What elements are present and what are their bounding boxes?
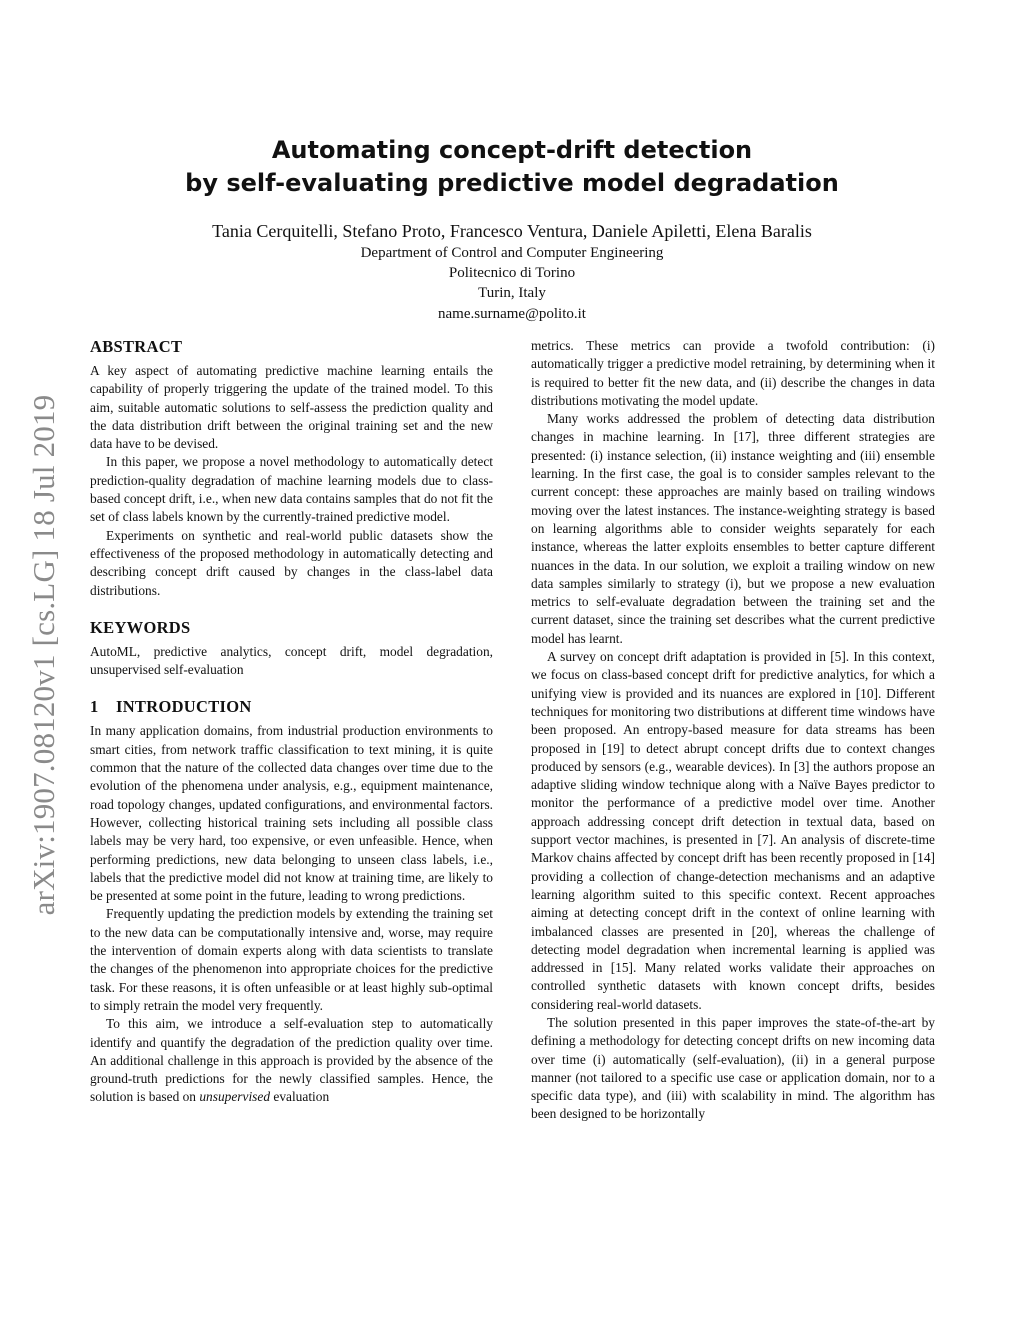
- intro-r2: Many works addressed the problem of detecting data distribution changes in machine learning. In [17], three different strategies are presented: (i) instance selection, (ii) instance weighting and (iii) ensemble learning. In the first case, the goal is to consider samples relevant to the current concept: these approaches are mainly based on trailing windows moving over the latest instances. The instance-weighting strategy is based on learning algorithms able to consider weights separately for each instance, whereas the latter exploits ensembles to better capture different nuances in the data. In our solution, we exploit a trailing window on new data samples similarly to strategy (i), but we propose a new evaluation metrics to self-evaluate degradation between the training set and the current dataset, since the training set describes what the current predictive model has learnt.: [531, 411, 935, 646]
- paper-title: [0, 134, 1024, 200]
- intro-r1: metrics. These metrics can provide a twofold contribution: (i) automatically trigger a predictive model retraining, by determining when it is required to better fit the new data, and (ii) describe the changes in data distributions motivating the model update.: [531, 338, 935, 408]
- affiliation: [0, 243, 1024, 324]
- intro-p3-start: To this aim, we introduce a self-evaluation step to automatically identify and quantify the degradation of the prediction quality over time. An additional challenge in this approach is provided by the absence of the ground-truth predictions for the newly classified samples. Hence, the solution is based on: [90, 1016, 493, 1105]
- right-column: [531, 337, 935, 1124]
- intro-number: 1: [90, 697, 99, 717]
- intro-p3-end: evaluation: [270, 1089, 330, 1105]
- abstract-heading: ABSTRACT: [90, 337, 183, 356]
- keywords-heading: KEYWORDS: [90, 617, 191, 637]
- intro-r4: The solution presented in this paper improves the state-of-the-art by defining a methodology for detecting concept drifts on new incoming data over time (i) automatically (self-evaluation), (ii) in a general purpose manner (not tailored to a specific use case or application domain, nor to a specific data type), and (iii) with scalability in mind. The algorithm has been designed to be horizontally: [531, 1014, 935, 1122]
- title-line-2: by self-evaluating predictive model degradation: [185, 169, 839, 197]
- affil-univ: Politecnico di Torino: [448, 265, 576, 282]
- intro-r3: A survey on concept drift adaptation is provided in [5]. In this context, we focus on class-based concept drift for predictive analytics, for which a unifying view is provided and its nuances are explored in [10]. Different techniques for monitoring two distributions at different time windows have been proposed. An entropy-based measure for data streams has been proposed in [19] to detect abrupt concept drifts due to context changes produced by sensors (e.g., wearable devices). In [3] the authors propose an adaptive sliding window technique along with a Naïve Bayes predictor to monitor the performance of a predictive model over time. Another approach addressing concept drift detection in textual data, based on support vector machines, is presented in [7]. An analysis of discrete-time Markov chains affected by concept drift has been recently proposed in [14] providing a collection of change-detection mechanisms and an adaptive learning algorithm suited to this specific context. Recent approaches aiming at detecting concept drift in the context of online learning with imbalanced classes are presented in [20], whereas the challenge of detecting model degradation when incremental learning is applied was addressed in [15]. Many related works validate their approaches on controlled synthetic datasets with known concept drifts, besides considering real-world datasets.: [531, 649, 935, 1012]
- affil-city: Turin, Italy: [478, 285, 546, 302]
- intro-p3-emphasis: unsupervised: [199, 1089, 271, 1105]
- intro-p1: In many application domains, from industrial production environments to smart cities, from network traffic classification to text mining, it is quite common that the nature of the collected data changes over time due to the evolution of the phenomena under analysis, e.g., equipment maintenance, road topology changes, updated configurations, and environmental factors. However, collecting historical training sets including all possible class labels may be very hard, too expensive, or even unfeasible. Hence, when performing predictions, new data belonging to unseen class labels, i.e., labels that the predictive model did not know at training time, are likely to be presented at some point in the future, leading to wrong predictions.: [90, 723, 493, 904]
- intro-heading: [90, 697, 493, 717]
- keywords-text: AutoML, predictive analytics, concept drift, model degradation, unsupervised self-evaluation: [90, 643, 493, 678]
- affil-dept: Department of Control and Computer Engineering: [360, 245, 664, 261]
- title-line-1: Automating concept-drift detection: [271, 136, 753, 164]
- intro-p2: Frequently updating the prediction models by extending the training set to the new data can be computationally intensive and, worse, may require the intervention of domain experts along with data scientists to translate the changes of the phenomenon into appropriate choices for the predictive task. For these reasons, it is often unfeasible or at least highly sub-optimal to simply retrain the model very frequently.: [90, 906, 493, 1013]
- affil-email: name.surname@polito.it: [438, 305, 586, 322]
- abstract-p3: Experiments on synthetic and real-world public datasets show the effectiveness of the proposed methodology in automatically detecting and describing concept drift caused by changes in the class-label data distributions.: [90, 527, 493, 598]
- arxiv-stamp: [20, 365, 68, 945]
- abstract-p1: A key aspect of automating predictive machine learning entails the capability of properly triggering the update of the trained model. To this aim, suitable automatic solutions to self-assess the prediction quality and the data distribution drift between the original training set and the new data have to be devised.: [90, 363, 493, 452]
- intro-p3: [90, 1015, 493, 1106]
- left-column: [90, 337, 493, 1107]
- abstract-p2: In this paper, we propose a novel methodology to automatically detect prediction-quality degradation of machine learning models due to class-based concept drift, i.e., when new data contains samples that do not fit the set of class labels known by the currently-trained predictive model.: [90, 454, 493, 525]
- intro-title: INTRODUCTION: [116, 697, 252, 717]
- arxiv-id: arXiv:1907.08120v1 [cs.LG] 18 Jul 2019: [26, 394, 61, 916]
- authors: Tania Cerquitelli, Stefano Proto, Francesco Ventura, Daniele Apiletti, Elena Baralis: [212, 221, 812, 241]
